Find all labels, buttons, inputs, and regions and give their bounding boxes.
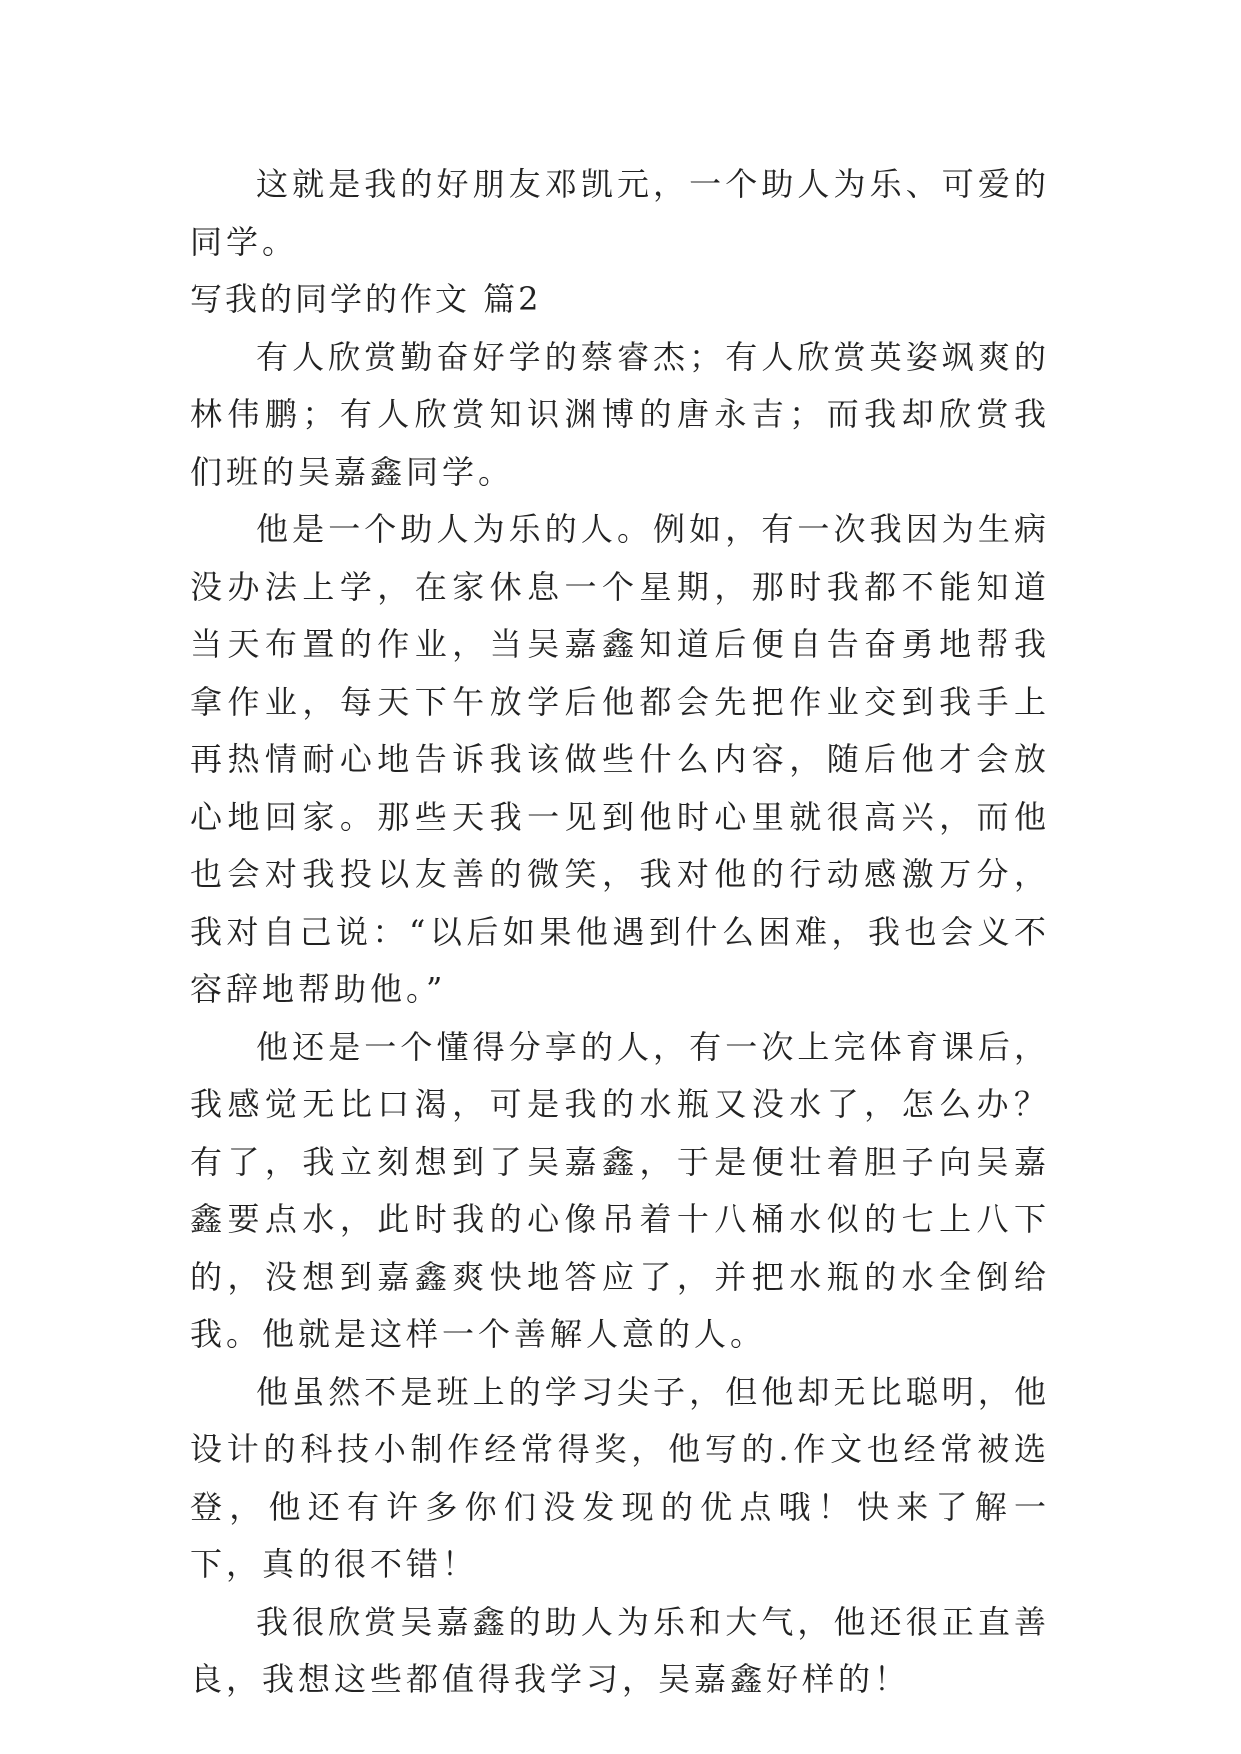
paragraph-conclusion: 我很欣赏吴嘉鑫的助人为乐和大气，他还很正直善良，我想这些都值得我学习，吴嘉鑫好样的！: [190, 1602, 1050, 1698]
closing-paragraph-prev: 这就是我的好朋友邓凯元，一个助人为乐、可爱的同学。: [190, 165, 1050, 261]
essay-body: [190, 156, 1050, 1709]
paragraph-intro: 有人欣赏勤奋好学的蔡睿杰；有人欣赏英姿飒爽的林伟鹏；有人欣赏知识渊博的唐永吉；而我却欣赏我们班的吴嘉鑫同学。: [190, 337, 1050, 491]
paragraph-smart: 他虽然不是班上的学习尖子，但他却无比聪明，他设计的科技小制作经常得奖，他写的.作文也经常被选登，他还有许多你们没发现的优点哦！快来了解一下，真的很不错！: [190, 1372, 1050, 1583]
paragraph-sharing: 他还是一个懂得分享的人，有一次上完体育课后，我感觉无比口渴，可是我的水瓶又没水了，怎么办？有了，我立刻想到了吴嘉鑫，于是便壮着胆子向吴嘉鑫要点水，此时我的心像吊着十八桶水似的七上八下的，没想到嘉鑫爽快地答应了，并把水瓶的水全倒给我。他就是这样一个善解人意的人。: [190, 1027, 1050, 1353]
essay-heading: 写我的同学的作文 篇2: [190, 280, 542, 318]
paragraph-helpful: 他是一个助人为乐的人。例如，有一次我因为生病没办法上学，在家休息一个星期，那时我都不能知道当天布置的作业，当吴嘉鑫知道后便自告奋勇地帮我拿作业，每天下午放学后他都会先把作业交到我手上再热情耐心地告诉我该做些什么内容，随后他才会放心地回家。那些天我一见到他时心里就很高兴，而他也会对我投以友善的微笑，我对他的行动感激万分，我对自己说：“以后如果他遇到什么困难，我也会义不容辞地帮助他。”: [190, 510, 1050, 1008]
